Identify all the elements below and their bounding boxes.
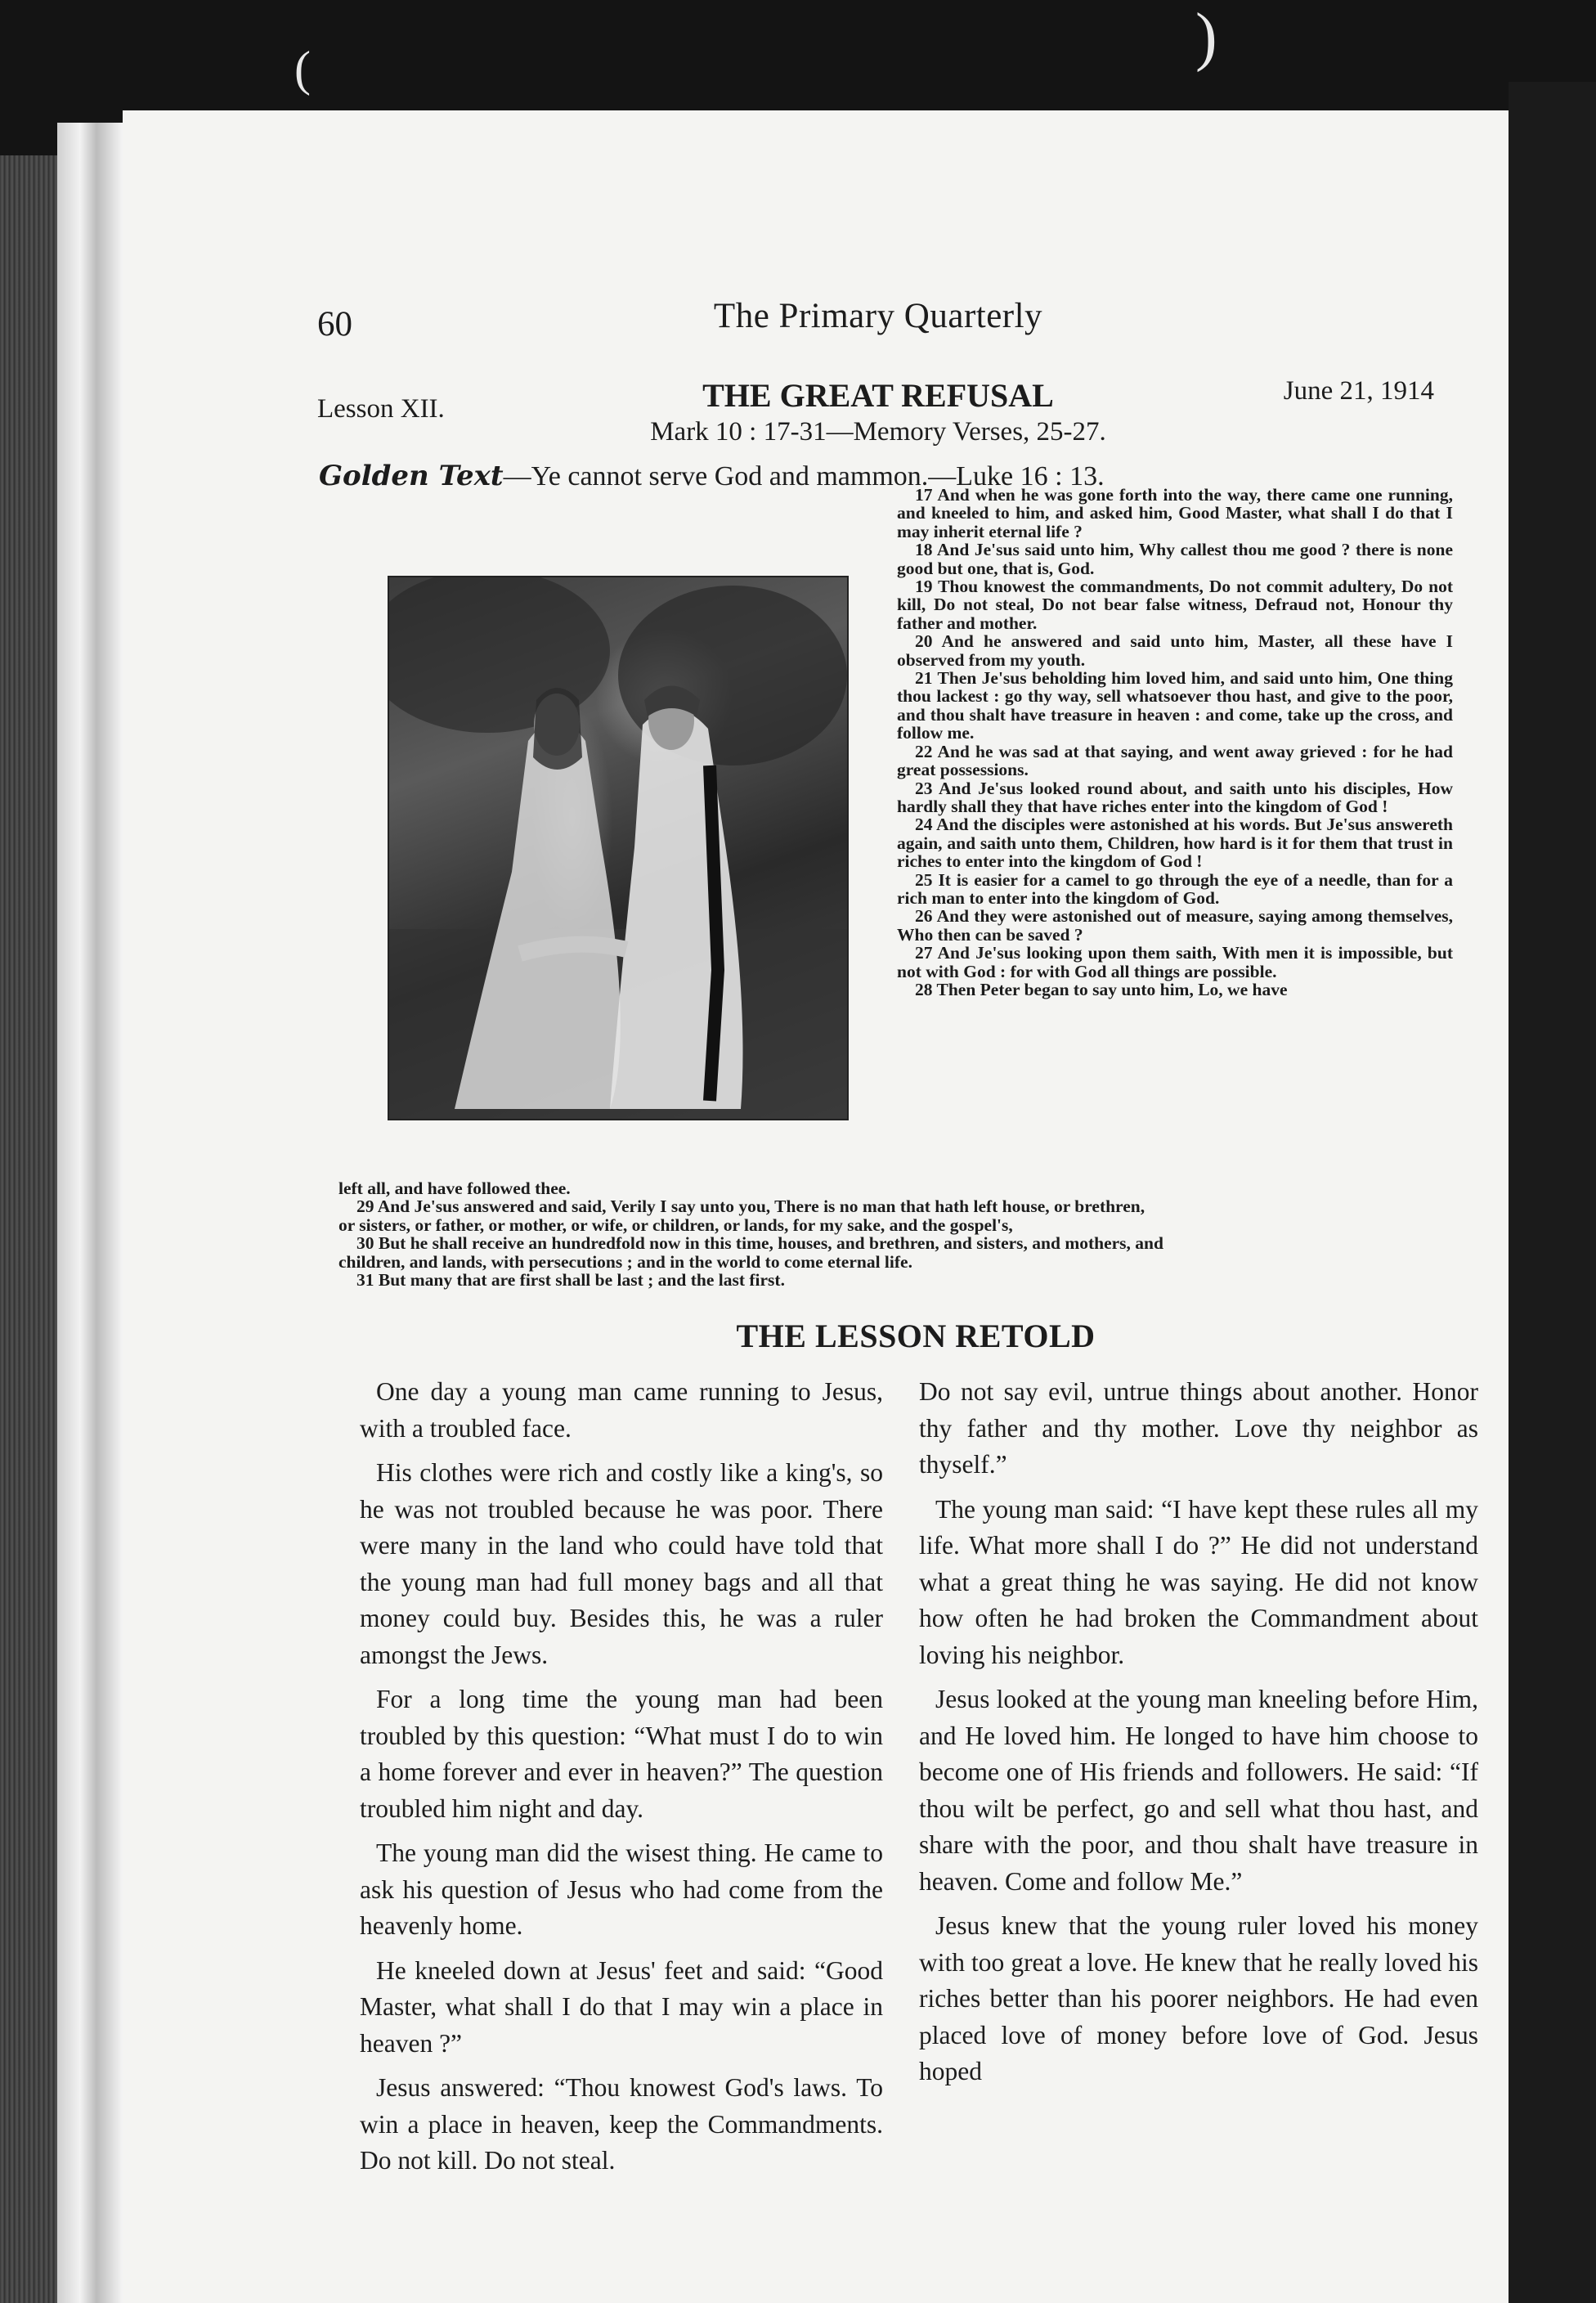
retold-paragraph: He kneeled down at Jesus' feet and said: “Good Master, what shall I do that I may win a place in heaven ?” (360, 1955, 883, 2058)
verse-25: 25 It is easier for a camel to go through the eye of a needle, than for a rich man to enter into the kingdom of God. (897, 869, 1453, 908)
background-right (1509, 82, 1596, 2303)
lesson-label: Lesson XII. (317, 394, 445, 424)
page-header (317, 296, 1439, 353)
background-top (123, 0, 1596, 110)
verse-29: 29 And Je'sus answered and said, Verily I say unto you, There is no man that hath left house, or brethren, (356, 1196, 1145, 1217)
golden-text-body: —Ye cannot serve God and mammon.—Luke 16 : 13. (503, 461, 1105, 492)
lesson-title: THE GREAT REFUSAL (702, 377, 1054, 414)
retold-paragraph: The young man said: “I have kept these rules all my life. What more shall I do ?” He did not understand what a great thing he was saying. He did not know how often he had broken the Commandment about loving his neighbor. (919, 1494, 1478, 1669)
verse-22: 22 And he was sad at that saying, and went away grieved : for he had great possessions. (897, 741, 1453, 780)
retold-right-column (919, 1374, 1478, 2099)
scripture-verses-right-column (897, 486, 1453, 999)
retold-paragraph-continuation: Do not say evil, untrue things about another. Honor thy father and thy mother. Love thy neighbor as thyself.” (919, 1377, 1478, 1479)
verse-20: 20 And he answered and said unto him, Master, all these have I observed from my youth. (897, 631, 1453, 670)
verse-28: 28 Then Peter began to say unto him, Lo, we have (915, 979, 1288, 999)
verse-24: 24 And the disciples were astonished at his words. But Je'sus answereth again, and saith unto them, Children, how hard is it for them that trust in riches to enter into the kingdom of God ! (897, 815, 1453, 872)
verse-30: 30 But he shall receive an hundredfold now in this time, houses, and brethren, and sisters, and mothers, and (356, 1233, 1163, 1254)
verse-21: 21 Then Je'sus beholding him loved him, and said unto him, One thing thou lackest : go thy way, sell whatsoever thou hast, and give to the poor, and thou shalt have treasure in heaven : and come, take up the cross, and follow me. (897, 668, 1453, 743)
verse-18: 18 And Je'sus said unto him, Why callest thou me good ? there is none good but one, that is, God. (897, 540, 1453, 578)
edge-mark-left: ( (294, 42, 311, 96)
page-stack (57, 123, 123, 2303)
lesson-date: June 21, 1914 (1283, 376, 1434, 406)
illustration-drawing (389, 577, 847, 1119)
running-title: The Primary Quarterly (713, 297, 1043, 335)
retold-paragraph: One day a young man came running to Jesus, with a troubled face. (360, 1377, 883, 1443)
golden-text-label: Golden Text (319, 460, 504, 492)
retold-left-column (360, 1374, 883, 2188)
scripture-reference: Mark 10 : 17-31—Memory Verses, 25-27. (650, 417, 1106, 447)
retold-paragraph: Jesus looked at the young man kneeling before Him, and He loved him. He longed to have him choose to become one of His friends and followers. He said: “If thou wilt be perfect, go and sell what thou hast, and share with the poor, and thou shalt have treasure in heaven. Come and follow Me.” (919, 1685, 1478, 1896)
verse-28-continuation: left all, and have followed thee. (338, 1178, 571, 1198)
verse-31: 31 But many that are first shall be last ; and the last first. (356, 1270, 785, 1291)
retold-paragraph: His clothes were rich and costly like a king's, so he was not troubled because he was poor. There were many in the land who could have told that the young man had full money bags and all that money could buy. Besides this, he was a ruler amongst the Jews. (360, 1458, 883, 1669)
lesson-header (317, 376, 1439, 422)
jesus-and-rich-young-ruler-illustration (388, 576, 849, 1120)
retold-paragraph: The young man did the wisest thing. He came to ask his question of Jesus who had come from the heavenly home. (360, 1838, 883, 1940)
book-spine-edge (0, 155, 57, 2303)
scripture-verses-full-width (338, 1179, 1465, 1289)
retold-paragraph: For a long time the young man had been troubled by this question: “What must I do to win a home forever and ever in heaven?” The question troubled him night and day. (360, 1685, 883, 1823)
verse-19: 19 Thou knowest the commandments, Do not commit adultery, Do not kill, Do not steal, Do not bear false witness, Defraud not, Honour thy father and mother. (897, 577, 1453, 633)
verse-17: 17 And when he was gone forth into the way, there came one running, and kneeled to him, and asked him, Good Master, what shall I do that I may inherit eternal life ? (897, 485, 1453, 541)
verse-29-continuation: or sisters, or father, or mother, or wife, or children, or lands, for my sake, and the gospel's, (338, 1214, 1013, 1235)
retold-paragraph: Jesus answered: “Thou knowest God's laws. To win a place in heaven, keep the Commandments. Do not kill. Do not steal. (360, 2073, 883, 2175)
verse-30-continuation: children, and lands, with persecutions ; and in the world to come eternal life. (338, 1251, 912, 1272)
retold-paragraph: Jesus knew that the young ruler loved his money with too great a love. He knew that he really loved his riches better than his poorer neighbors. He had even placed love of money before love of God. Jesus hoped (919, 1911, 1478, 2085)
lesson-retold-heading: THE LESSON RETOLD (736, 1318, 1096, 1354)
verse-26: 26 And they were astonished out of measure, saying among themselves, Who then can be saved ? (897, 906, 1453, 945)
page-number: 60 (317, 305, 352, 343)
verse-27: 27 And Je'sus looking upon them saith, With men it is impossible, but not with God : for with God all things are possible. (897, 943, 1453, 981)
edge-mark-right: ) (1195, 1, 1217, 73)
verse-23: 23 And Je'sus looked round about, and saith unto his disciples, How hardly shall they that have riches enter into the kingdom of God ! (897, 778, 1453, 816)
